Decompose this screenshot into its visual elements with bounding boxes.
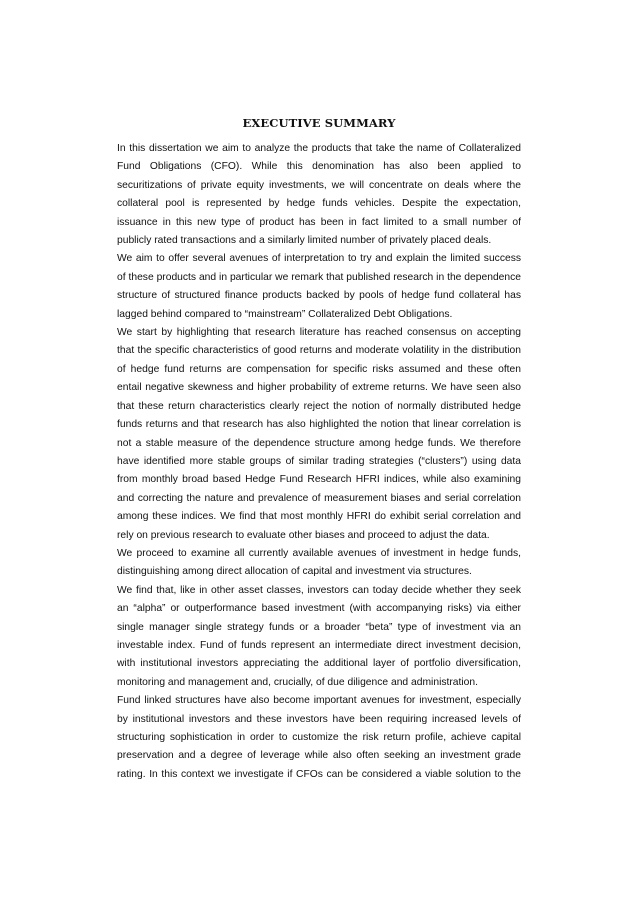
page-title: EXECUTIVE SUMMARY — [242, 116, 396, 130]
paragraph-research-literature: We start by highlighting that research literature has reached consensus on accepting that the specific characteristics of good returns and moderate volatility in the distribution of hedge fund returns are compensation for specific risks assumed and these often entail negative skewness and higher probability of extreme returns. We have seen also that these return characteristics clearly reject the notion of normally distributed hedge funds returns and that research has also highlighted the notion that linear correlation is not a stable measure of the dependence structure among hedge funds. We therefore have identified more stable groups of similar trading strategies (“clusters”) using data from monthly broad based Hedge Fund Research HFRI indices, while also examining and correcting the nature and prevalence of measurement biases and serial correlation among these indices. We find that most monthly HFRI do exhibit serial correlation and rely on previous research to evaluate other biases and proceed to adjust the data. — [117, 327, 521, 541]
paragraph-investment-avenues: We proceed to examine all currently available avenues of investment in hedge funds, distinguishing among direct allocation of capital and investment via structures. — [117, 547, 521, 578]
paragraph-interpretation: We aim to offer several avenues of interpretation to try and explain the limited success of these products and in particular we remark that published research in the dependence structure of structured finance products backed by pools of hedge fund collateral has lagged behind compared to “mainstream” Collateralized Debt Obligations. — [117, 253, 521, 320]
paragraph-intro: In this dissertation we aim to analyze the products that take the name of Collateralized Fund Obligations (CFO). While this denomination has also been applied to securitizations of private equity investments, we will concentrate on deals where the collateral pool is represented by hedge funds vehicles. Despite the expectation, issuance in this new type of product has been in fact limited to a small number of publicly rated transactions and a similarly limited number of privately placed deals. — [117, 143, 521, 247]
paragraph-fund-linked-structures: Fund linked structures have also become important avenues for investment, especially by institutional investors and these investors have been requiring increased levels of structuring sophistication in order to customize the risk return profile, achieve capital preservation and a degree of leverage while also often seeking an investment grade rating. In this context we investigate if CFOs can be considered a viable solution to the — [117, 695, 521, 780]
paragraph-alpha-beta: We find that, like in other asset classes, investors can today decide whether they seek an “alpha” or outperformance based investment (with accompanying risks) via either single manager single strategy funds or a broader “beta” type of investment via an investable index. Fund of funds represent an intermediate direct investment decision, with institutional investors appreciating the additional layer of portfolio diversification, monitoring and management and, crucially, of due diligence and administration. — [117, 584, 521, 688]
document-body — [117, 140, 521, 784]
